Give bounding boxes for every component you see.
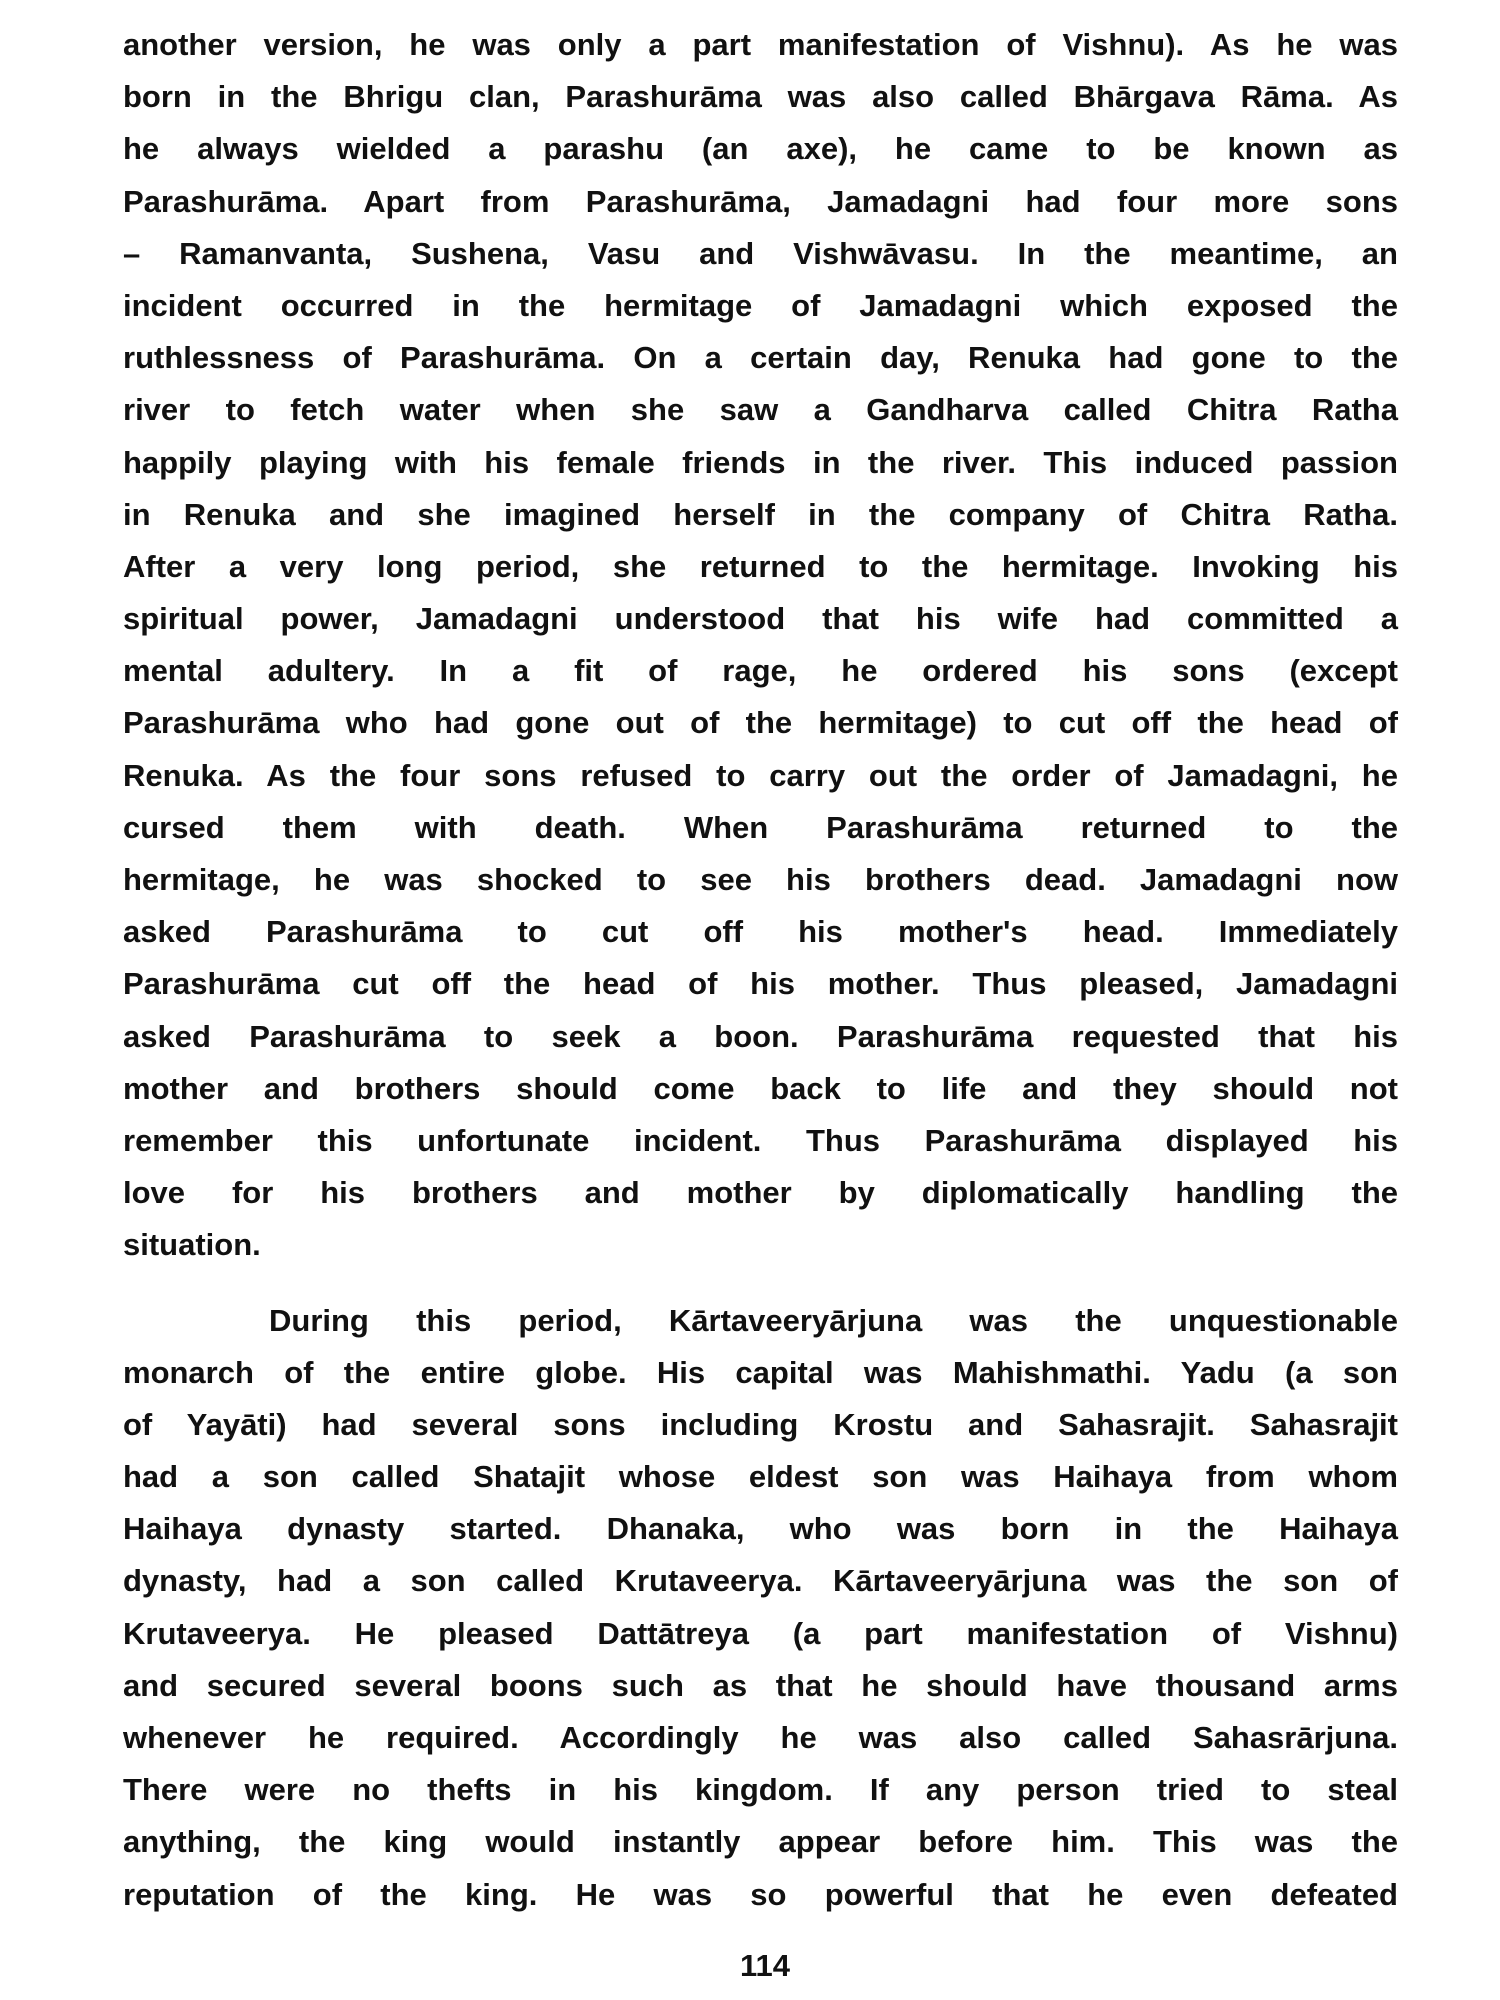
text-line: spiritual power, Jamadagni understood that his wife had committed a (123, 601, 1398, 637)
text-line: he always wielded a parashu (an axe), he came to be known as (123, 131, 1398, 167)
text-line: asked Parashurāma to cut off his mother's head. Immediately (123, 914, 1398, 950)
text-line: love for his brothers and mother by diplomatically handling the (123, 1175, 1398, 1211)
text-line: Renuka. As the four sons refused to carry out the order of Jamadagni, he (123, 757, 1398, 793)
text-line: Krutaveerya. He pleased Dattātreya (a part manifestation of Vishnu) (123, 1615, 1398, 1651)
page-number: 114 (739, 1948, 790, 1983)
paragraph-kartaveeryarjuna (123, 1295, 1398, 1921)
text-line: hermitage, he was shocked to see his brothers dead. Jamadagni now (123, 862, 1398, 897)
text-line: river to fetch water when she saw a Gandharva called Chitra Ratha (123, 392, 1398, 428)
text-line: incident occurred in the hermitage of Jamadagni which exposed the (123, 287, 1398, 323)
text-line: anything, the king would instantly appear before him. This was the (123, 1824, 1398, 1860)
text-line: reputation of the king. He was so powerful that he even defeated (123, 1876, 1398, 1912)
text-line: in Renuka and she imagined herself in the company of Chitra Ratha. (123, 496, 1398, 532)
paragraph-parashurama (123, 19, 1398, 1272)
text-line: had a son called Shatajit whose eldest son was Haihaya from whom (123, 1459, 1398, 1495)
text-line: happily playing with his female friends in the river. This induced passion (123, 444, 1398, 480)
text-line: mental adultery. In a fit of rage, he ordered his sons (except (123, 653, 1398, 689)
text-line: ruthlessness of Parashurāma. On a certain day, Renuka had gone to the (123, 340, 1398, 376)
text-line: After a very long period, she returned to the hermitage. Invoking his (123, 548, 1398, 584)
text-line: Haihaya dynasty started. Dhanaka, who was born in the Haihaya (123, 1511, 1398, 1547)
page-body (123, 19, 1398, 1921)
text-line: cursed them with death. When Parashurāma returned to the (123, 809, 1398, 845)
text-line: During this period, Kārtaveeryārjuna was the unquestionable (269, 1302, 1398, 1338)
text-line: dynasty, had a son called Krutaveerya. Kārtaveeryārjuna was the son of (123, 1563, 1398, 1599)
text-line: born in the Bhrigu clan, Parashurāma was also called Bhārgava Rāma. As (123, 79, 1398, 115)
text-line: and secured several boons such as that he should have thousand arms (123, 1667, 1398, 1703)
text-line: asked Parashurāma to seek a boon. Parashurāma requested that his (123, 1018, 1398, 1054)
text-line: situation. (123, 1227, 261, 1263)
text-line: another version, he was only a part manifestation of Vishnu). As he was (123, 27, 1398, 62)
text-line: Parashurāma cut off the head of his mother. Thus pleased, Jamadagni (123, 966, 1398, 1002)
text-line: of Yayāti) had several sons including Krostu and Sahasrajit. Sahasrajit (123, 1406, 1398, 1442)
text-line: mother and brothers should come back to life and they should not (123, 1070, 1398, 1106)
text-line: Parashurāma who had gone out of the hermitage) to cut off the head of (123, 705, 1398, 741)
text-line: – Ramanvanta, Sushena, Vasu and Vishwāvasu. In the meantime, an (123, 235, 1398, 271)
text-line: monarch of the entire globe. His capital was Mahishmathi. Yadu (a son (123, 1354, 1398, 1390)
text-line: There were no thefts in his kingdom. If any person tried to steal (123, 1772, 1398, 1808)
text-line: remember this unfortunate incident. Thus Parashurāma displayed his (123, 1122, 1398, 1158)
text-line: whenever he required. Accordingly he was also called Sahasrārjuna. (123, 1720, 1398, 1755)
text-line: Parashurāma. Apart from Parashurāma, Jamadagni had four more sons (123, 183, 1398, 219)
